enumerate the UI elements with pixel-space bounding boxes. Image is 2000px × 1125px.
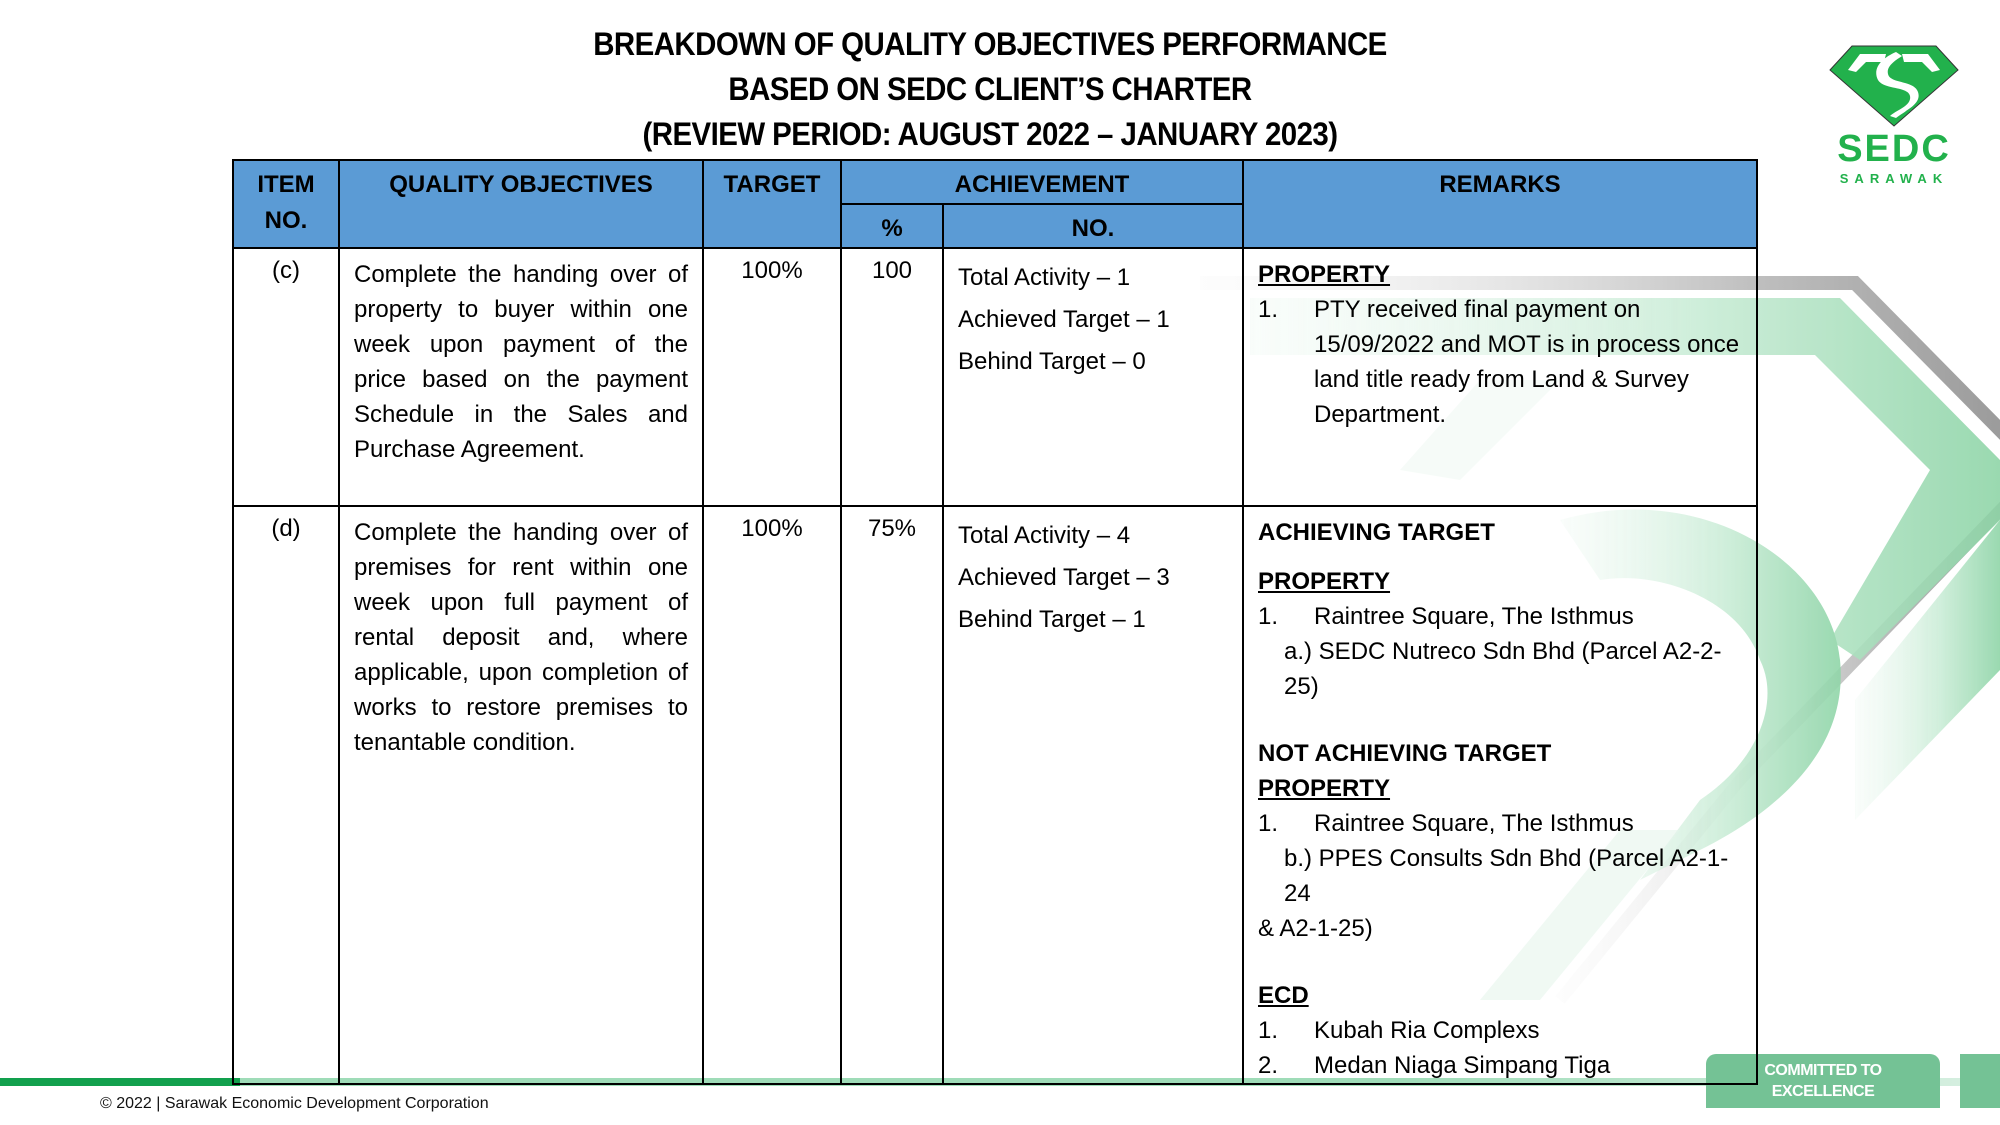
footer-badge-tab — [1960, 1054, 2000, 1108]
remarks-list-item — [1258, 1013, 1744, 1048]
footer-copyright: © 2022 | Sarawak Economic Development Corporation — [100, 1095, 489, 1112]
list-number: 1. — [1258, 296, 1279, 323]
remarks-list-item — [1258, 1048, 1744, 1083]
list-text: Kubah Ria Complexs — [1314, 1017, 1540, 1044]
target-cell: 100% — [703, 248, 841, 506]
remarks-list-item — [1258, 292, 1744, 432]
remarks-cell — [1243, 506, 1757, 1084]
quality-objectives-table — [232, 159, 1758, 1085]
achieving-property-heading: PROPERTY — [1258, 568, 1391, 595]
header-remarks: REMARKS — [1243, 160, 1757, 248]
objective-cell — [339, 506, 703, 1084]
achieving-target-heading: ACHIEVING TARGET — [1258, 519, 1495, 546]
target-cell: 100% — [703, 506, 841, 1084]
achievement-no-cell — [943, 506, 1243, 1084]
remarks-sub-item: b.) PPES Consults Sdn Bhd (Parcel A2-1-24 — [1284, 845, 1729, 907]
item-no-cell: (d) — [233, 506, 339, 1084]
list-text: PTY received final payment on 15/09/2022 and MOT is in process once land title ready from Land & Survey Department. — [1314, 296, 1740, 428]
title-line-2: BASED ON SEDC CLIENT’S CHARTER — [728, 71, 1252, 107]
header-no: NO. — [943, 204, 1243, 248]
objective-text: Complete the handing over of premises for rent within one week upon full payment of rental deposit and, where applicable, upon completion of works to restore premises to tenantable condition. — [354, 519, 688, 756]
sedc-diamond-logo-icon — [1826, 44, 1962, 128]
list-text: Raintree Square, The Isthmus — [1314, 603, 1634, 630]
achievement-percent-cell: 100 — [841, 248, 943, 506]
title-line-3: (REVIEW PERIOD: AUGUST 2022 – JANUARY 2023) — [642, 116, 1338, 152]
title-line-1: BREAKDOWN OF QUALITY OBJECTIVES PERFORMANCE — [593, 26, 1387, 62]
header-target: TARGET — [703, 160, 841, 248]
logo-sedc-text: SEDC — [1837, 128, 1951, 170]
table-row — [233, 248, 1757, 506]
remarks-heading-property: PROPERTY — [1258, 261, 1391, 288]
header-percent: % — [841, 204, 943, 248]
remarks-sub-item: a.) SEDC Nutreco Sdn Bhd (Parcel A2-2-25) — [1284, 638, 1722, 700]
achievement-percent-cell: 75% — [841, 506, 943, 1084]
header-item-no: ITEM NO. — [233, 160, 339, 248]
badge-line-2: EXCELLENCE — [1771, 1083, 1875, 1100]
sedc-logo — [1826, 44, 1962, 184]
objective-text: Complete the handing over of property to buyer within one week upon payment of the price based on the payment Schedule in the Sales and Purchase Agreement. — [354, 261, 688, 463]
remarks-list-item — [1258, 806, 1744, 841]
achieved-target: Achieved Target – 3 — [958, 564, 1170, 591]
objective-cell — [339, 248, 703, 506]
page-title — [430, 22, 1550, 157]
behind-target: Behind Target – 1 — [958, 606, 1146, 633]
list-text: Medan Niaga Simpang Tiga — [1314, 1052, 1611, 1079]
remarks-list-item — [1258, 599, 1744, 634]
list-text: Raintree Square, The Isthmus — [1314, 810, 1634, 837]
not-achieving-target-heading: NOT ACHIEVING TARGET — [1258, 740, 1552, 767]
header-achievement: ACHIEVEMENT — [841, 160, 1243, 204]
achieved-target: Achieved Target – 1 — [958, 306, 1170, 333]
achievement-no-cell — [943, 248, 1243, 506]
list-number: 1. — [1258, 810, 1279, 837]
total-activity: Total Activity – 4 — [958, 522, 1131, 549]
badge-line-1: COMMITTED TO — [1764, 1062, 1882, 1079]
total-activity: Total Activity – 1 — [958, 264, 1131, 291]
item-no-cell: (c) — [233, 248, 339, 506]
header-quality-objectives: QUALITY OBJECTIVES — [339, 160, 703, 248]
logo-sarawak-text: SARAWAK — [1839, 171, 1949, 186]
remarks-sub-item-continued: & A2-1-25) — [1258, 915, 1373, 942]
list-number: 1. — [1258, 1017, 1279, 1044]
not-achieving-property-heading: PROPERTY — [1258, 775, 1391, 802]
behind-target: Behind Target – 0 — [958, 348, 1146, 375]
list-number: 1. — [1258, 603, 1279, 630]
list-number: 2. — [1258, 1052, 1279, 1079]
remarks-cell — [1243, 248, 1757, 506]
ecd-heading: ECD — [1258, 982, 1309, 1009]
table-row — [233, 506, 1757, 1084]
